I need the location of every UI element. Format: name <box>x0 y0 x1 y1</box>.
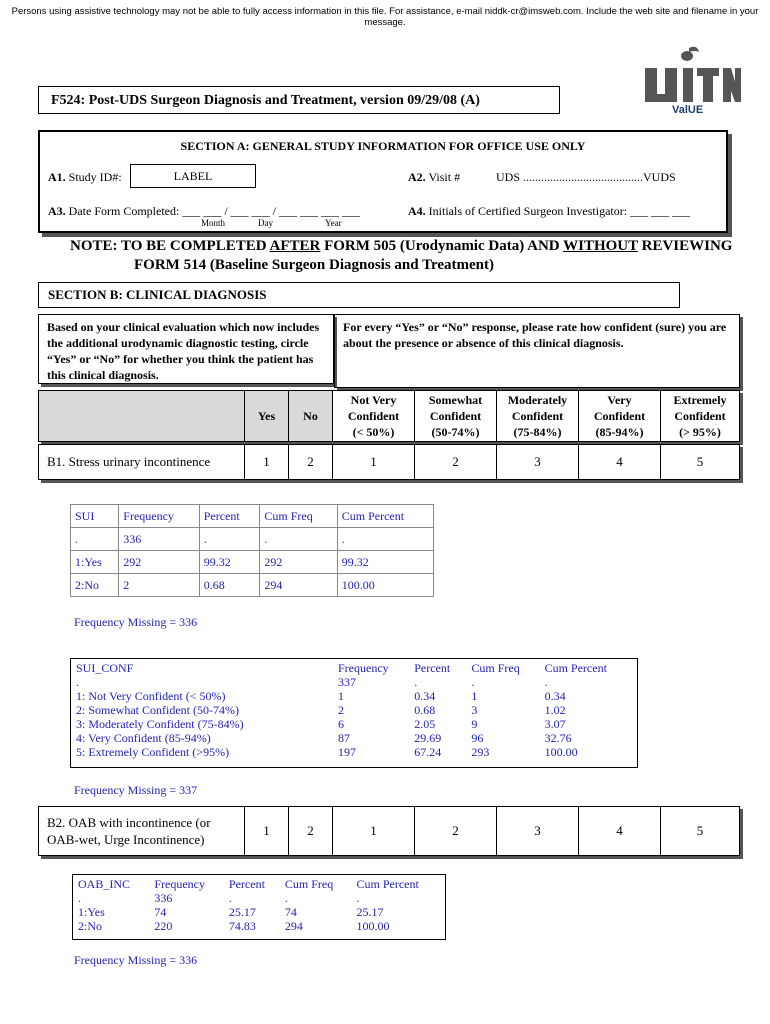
a2-field: A2. Visit # <box>408 170 461 184</box>
table-cell: 99.32 <box>199 551 260 574</box>
table-cell: . <box>544 675 548 689</box>
table-cell: OAB_INC <box>78 877 131 891</box>
table-cell: 96 <box>471 731 484 745</box>
table-cell: 1 <box>471 689 478 703</box>
b1-confidence-2[interactable]: 2 <box>415 445 497 479</box>
confidence-header-row <box>38 390 740 442</box>
table-cell: 3: Moderately Confident (75-84%) <box>76 717 244 731</box>
table-row <box>71 528 434 551</box>
table-cell: Cum Percent <box>337 505 433 528</box>
table-cell: 0.68 <box>414 703 436 717</box>
section-a-title: SECTION A: GENERAL STUDY INFORMATION FOR OFFICE USE ONLY <box>180 139 586 153</box>
b2-no-option[interactable]: 2 <box>289 807 333 855</box>
section-b-title: SECTION B: CLINICAL DIAGNOSIS <box>38 282 680 308</box>
table-cell: Frequency <box>119 505 199 528</box>
table-cell: Percent <box>414 661 451 675</box>
table-cell: Cum Freq <box>260 505 337 528</box>
table-row <box>74 919 442 933</box>
table-cell: . <box>356 891 360 905</box>
table-cell: 67.24 <box>414 745 442 759</box>
sui-conf-frequency-missing: Frequency Missing = 337 <box>74 783 198 797</box>
a3-month-label: Month <box>201 218 226 228</box>
header-no: No <box>289 391 333 441</box>
table-cell: 1.02 <box>544 703 566 717</box>
table-cell: Frequency <box>338 661 389 675</box>
table-cell: 2 <box>119 574 199 597</box>
table-row <box>72 689 632 703</box>
b1-confidence-3[interactable]: 3 <box>497 445 579 479</box>
table-header-row <box>71 505 434 528</box>
table-cell: 1:Yes <box>71 551 119 574</box>
b1-label: B1. Stress urinary incontinence <box>39 445 245 479</box>
table-cell: 336 <box>119 528 199 551</box>
table-cell: 9 <box>471 717 478 731</box>
table-header-row <box>72 661 632 675</box>
form-title: F524: Post-UDS Surgeon Diagnosis and Treatment, version 09/29/08 (A) <box>38 86 560 114</box>
table-cell: 32.76 <box>544 731 572 745</box>
table-cell: 293 <box>471 745 490 759</box>
table-cell: 5: Extremely Confident (>95%) <box>76 745 230 759</box>
table-cell: . <box>471 675 475 689</box>
table-cell: 25.17 <box>228 905 256 919</box>
a3-field[interactable]: A3. Date Form Completed: ___ ___ / ___ ___ / ___ ___ ___ ___ <box>48 204 360 218</box>
table-cell: 1:Yes <box>78 905 105 919</box>
table-cell: 220 <box>154 919 173 933</box>
table-row <box>71 574 434 597</box>
table-cell: Cum Percent <box>356 877 419 891</box>
completion-note: NOTE: TO BE COMPLETED AFTER FORM 505 (Urodynamic Data) AND WITHOUT REVIEWING FORM 514 (Baseline Surgeon Diagnosis and Treatment) <box>70 238 733 273</box>
a4-field[interactable]: A4. Initials of Certified Surgeon Investigator: ___ ___ ___ <box>408 204 691 218</box>
table-cell: 2:No <box>78 919 102 933</box>
table-cell: Percent <box>199 505 260 528</box>
table-cell: 2:No <box>71 574 119 597</box>
table-cell: 0.68 <box>199 574 260 597</box>
b2-confidence-2[interactable]: 2 <box>415 807 497 855</box>
header-blank <box>39 391 245 441</box>
table-cell: 2.05 <box>414 717 436 731</box>
table-cell: 4: Very Confident (85-94%) <box>76 731 211 745</box>
visit-options[interactable]: UDS ........................................VUDS <box>496 170 676 184</box>
b1-no-option[interactable]: 2 <box>289 445 333 479</box>
b2-label: B2. OAB with incontinence (or OAB-wet, Urge Incontinence) <box>39 807 245 855</box>
b1-row <box>38 444 740 480</box>
table-cell: . <box>71 528 119 551</box>
header-somewhat-confident: Somewhat Confident (50-74%) <box>415 391 497 441</box>
b2-confidence-4[interactable]: 4 <box>579 807 661 855</box>
table-cell: 25.17 <box>356 905 384 919</box>
b2-confidence-1[interactable]: 1 <box>333 807 415 855</box>
table-cell: Cum Freq <box>284 877 334 891</box>
table-cell: 100.00 <box>337 574 433 597</box>
table-cell: 337 <box>338 675 356 689</box>
table-row <box>72 745 632 759</box>
accessibility-notice: Persons using assistive technology may not be able to fully access information in this file. For assistance, e-mail niddk-cr@imsweb.com. Include the web site and filename in your message. <box>11 6 759 28</box>
a1-field: A1. Study ID#: <box>48 170 122 184</box>
header-not-very-confident: Not Very Confident (< 50%) <box>333 391 415 441</box>
b2-confidence-5[interactable]: 5 <box>696 823 704 838</box>
table-cell: Cum Freq <box>471 661 520 675</box>
table-cell: 6 <box>338 717 344 731</box>
sui-frequency-table <box>70 504 434 597</box>
table-cell: 197 <box>338 745 356 759</box>
b2-yes-option[interactable]: 1 <box>245 807 289 855</box>
table-cell: 3.07 <box>544 717 566 731</box>
table-cell: . <box>414 675 418 689</box>
table-cell: 100.00 <box>356 919 390 933</box>
table-cell: . <box>260 528 337 551</box>
table-cell: 87 <box>338 731 350 745</box>
b1-confidence-1[interactable]: 1 <box>333 445 415 479</box>
header-very-confident: Very Confident (85-94%) <box>579 391 661 441</box>
table-row <box>72 731 632 745</box>
table-cell: 2 <box>338 703 344 717</box>
left-instruction: Based on your clinical evaluation which now includes the additional urodynamic diagnostic testing, circle “Yes” or “No” for whether you think the patient has this clinical diagnosis. <box>38 314 334 384</box>
table-cell: Frequency <box>154 877 205 891</box>
table-cell: . <box>78 891 81 905</box>
b1-confidence-4[interactable]: 4 <box>579 445 661 479</box>
b2-row <box>38 806 740 856</box>
table-row <box>71 551 434 574</box>
a3-day-label: Day <box>258 218 273 228</box>
table-cell: 292 <box>260 551 337 574</box>
table-cell: SUI <box>71 505 119 528</box>
table-row <box>74 905 442 919</box>
table-cell: 29.69 <box>414 731 442 745</box>
table-cell: 292 <box>119 551 199 574</box>
b1-yes-option[interactable]: 1 <box>245 445 289 479</box>
table-cell: 99.32 <box>337 551 433 574</box>
table-cell: 74 <box>154 905 167 919</box>
header-yes: Yes <box>245 391 289 441</box>
b2-confidence-3[interactable]: 3 <box>497 807 579 855</box>
table-cell: Percent <box>228 877 265 891</box>
table-cell: . <box>337 528 433 551</box>
logo-text: ValUE <box>672 104 704 116</box>
table-header-row <box>74 877 442 891</box>
table-cell: 0.34 <box>414 689 436 703</box>
table-cell: 336 <box>154 891 173 905</box>
table-cell: 1 <box>338 689 344 703</box>
table-cell: 294 <box>260 574 337 597</box>
a3-year-label: Year <box>325 218 342 228</box>
b1-confidence-5[interactable]: 5 <box>696 454 704 469</box>
table-cell: . <box>199 528 260 551</box>
table-cell: SUI_CONF <box>76 661 134 675</box>
table-row <box>72 703 632 717</box>
table-row <box>72 717 632 731</box>
table-cell: 2: Somewhat Confident (50-74%) <box>76 703 239 717</box>
right-instruction: For every “Yes” or “No” response, please rate how confident (sure) you are about the presence or absence of this clinical diagnosis. <box>334 314 740 388</box>
table-cell: 1: Not Very Confident (< 50%) <box>76 689 226 703</box>
table-cell: 294 <box>284 919 303 933</box>
sui-frequency-missing: Frequency Missing = 336 <box>74 615 198 629</box>
table-cell: 0.34 <box>544 689 566 703</box>
table-cell: 100.00 <box>544 745 578 759</box>
header-extremely-confident: Extremely Confident (> 95%) <box>673 393 727 439</box>
oab-frequency-missing: Frequency Missing = 336 <box>74 953 198 967</box>
table-row <box>72 675 632 689</box>
table-row <box>74 891 442 905</box>
header-moderately-confident: Moderately Confident (75-84%) <box>497 391 579 441</box>
table-cell: 74 <box>284 905 297 919</box>
table-cell: Cum Percent <box>544 661 607 675</box>
table-cell: . <box>76 675 79 689</box>
study-id-label-box[interactable]: LABEL <box>130 164 256 188</box>
table-cell: 3 <box>471 703 478 717</box>
table-cell: 74.83 <box>228 919 256 933</box>
table-cell: . <box>228 891 232 905</box>
table-cell: . <box>284 891 288 905</box>
sui-conf-frequency-table <box>72 661 632 759</box>
oab-frequency-table <box>74 877 442 933</box>
